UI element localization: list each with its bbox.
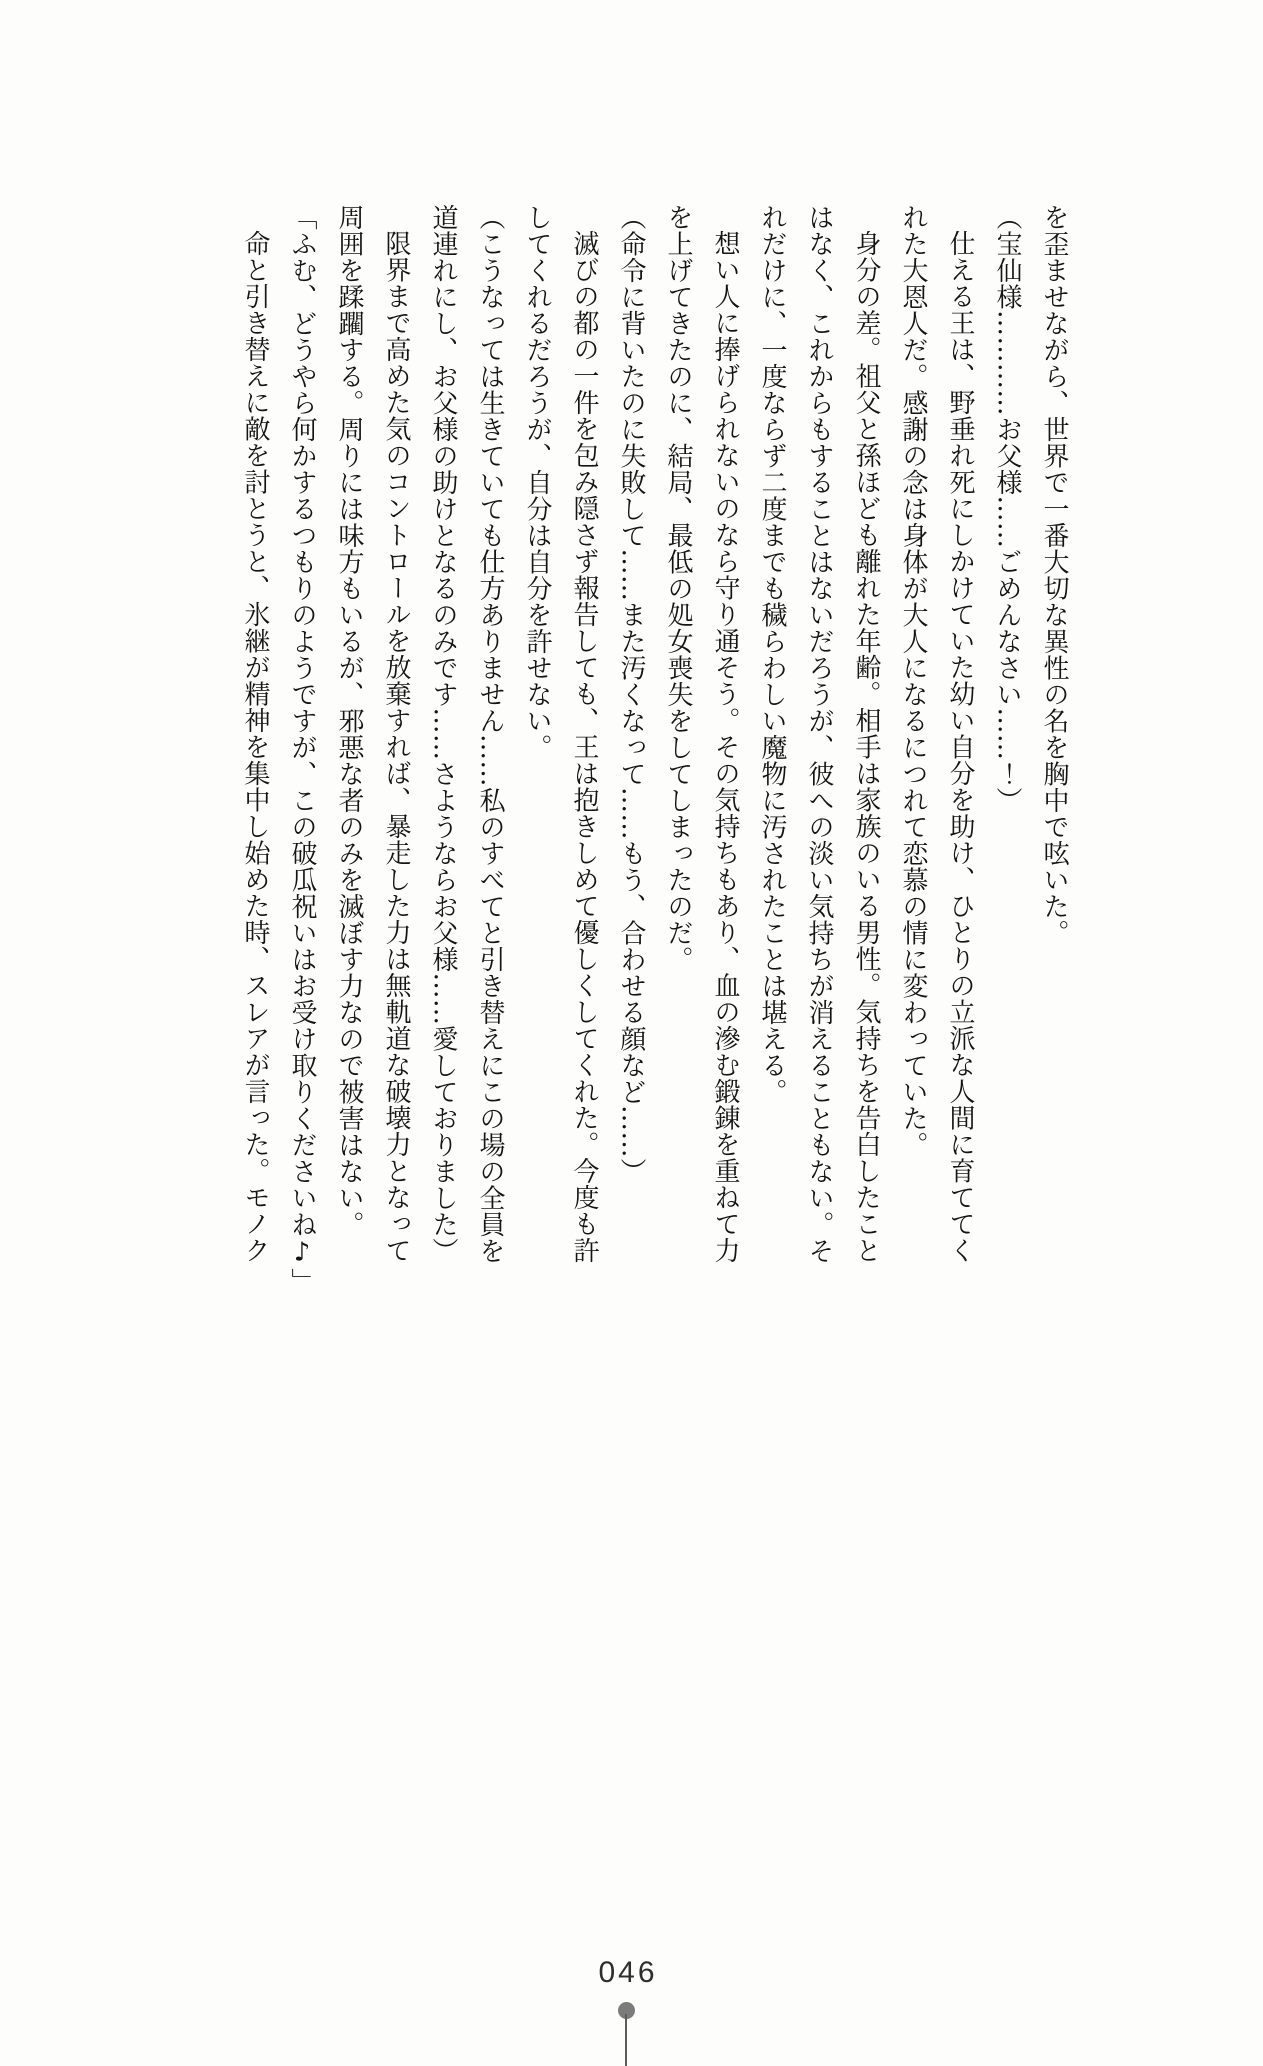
text-line: （命令に背いたのに失敗して……また汚くなって……もう、合わせる顔など……） <box>616 204 646 1185</box>
text-line: 周囲を蹂躙する。周りには味方もいるが、邪悪な者のみを滅ぼす力なので被害はない。 <box>334 204 364 1238</box>
text-line: 想い人に捧げられないのなら守り通そう。その気持ちもあり、血の滲む鍛錬を重ねて力 <box>710 230 740 1264</box>
text-line: 道連れにし、お父様の助けとなるのみです……さようならお父様……愛しておりました） <box>428 204 458 1264</box>
text-line: 仕える王は、野垂れ死にしかけていた幼い自分を助け、ひとりの立派な人間に育ててく <box>945 230 975 1264</box>
text-line: を上げてきたのに、結局、最低の処女喪失をしてしまったのだ。 <box>663 204 693 973</box>
text-line: れた大恩人だ。感謝の念は身体が大人になるにつれて恋慕の情に変わっていた。 <box>898 204 928 1158</box>
text-line: 「ふむ、どうやら何かするつもりのようですが、この破瓜祝いはお受け取りくださいね♪」 <box>287 204 317 1295</box>
text-line: （こうなっては生きていても仕方ありません……私のすべてと引き替えにこの場の全員を <box>475 204 505 1264</box>
text-line: れだけに、一度ならず二度までも穢らわしい魔物に汚されたことは堪える。 <box>757 204 787 1105</box>
text-line: 命と引き替えに敵を討とうと、氷継が精神を集中し始めた時、スレアが言った。モノク <box>240 230 270 1264</box>
text-line: 限界まで高めた気のコントロールを放棄すれば、暴走した力は無軌道な破壊力となって <box>381 230 411 1264</box>
footer-line-ornament <box>625 2014 627 2066</box>
page-number: 046 <box>598 1956 658 1989</box>
text-line: 滅びの都の一件を包み隠さず報告しても、王は抱きしめて優しくしてくれた。今度も許 <box>569 230 599 1264</box>
text-line: はなく、これからもすることはないだろうが、彼への淡い気持ちが消えることもない。そ <box>804 204 834 1264</box>
body-text <box>231 204 1077 1295</box>
text-line: を歪ませながら、世界で一番大切な異性の名を胸中で呟いた。 <box>1039 204 1069 946</box>
text-line: （宝仙様…………お父様……ごめんなさい……！） <box>992 204 1022 814</box>
text-line: 身分の差。祖父と孫ほども離れた年齢。相手は家族のいる男性。気持ちを告白したこと <box>851 230 881 1264</box>
text-line: してくれるだろうが、自分は自分を許せない。 <box>522 204 552 761</box>
